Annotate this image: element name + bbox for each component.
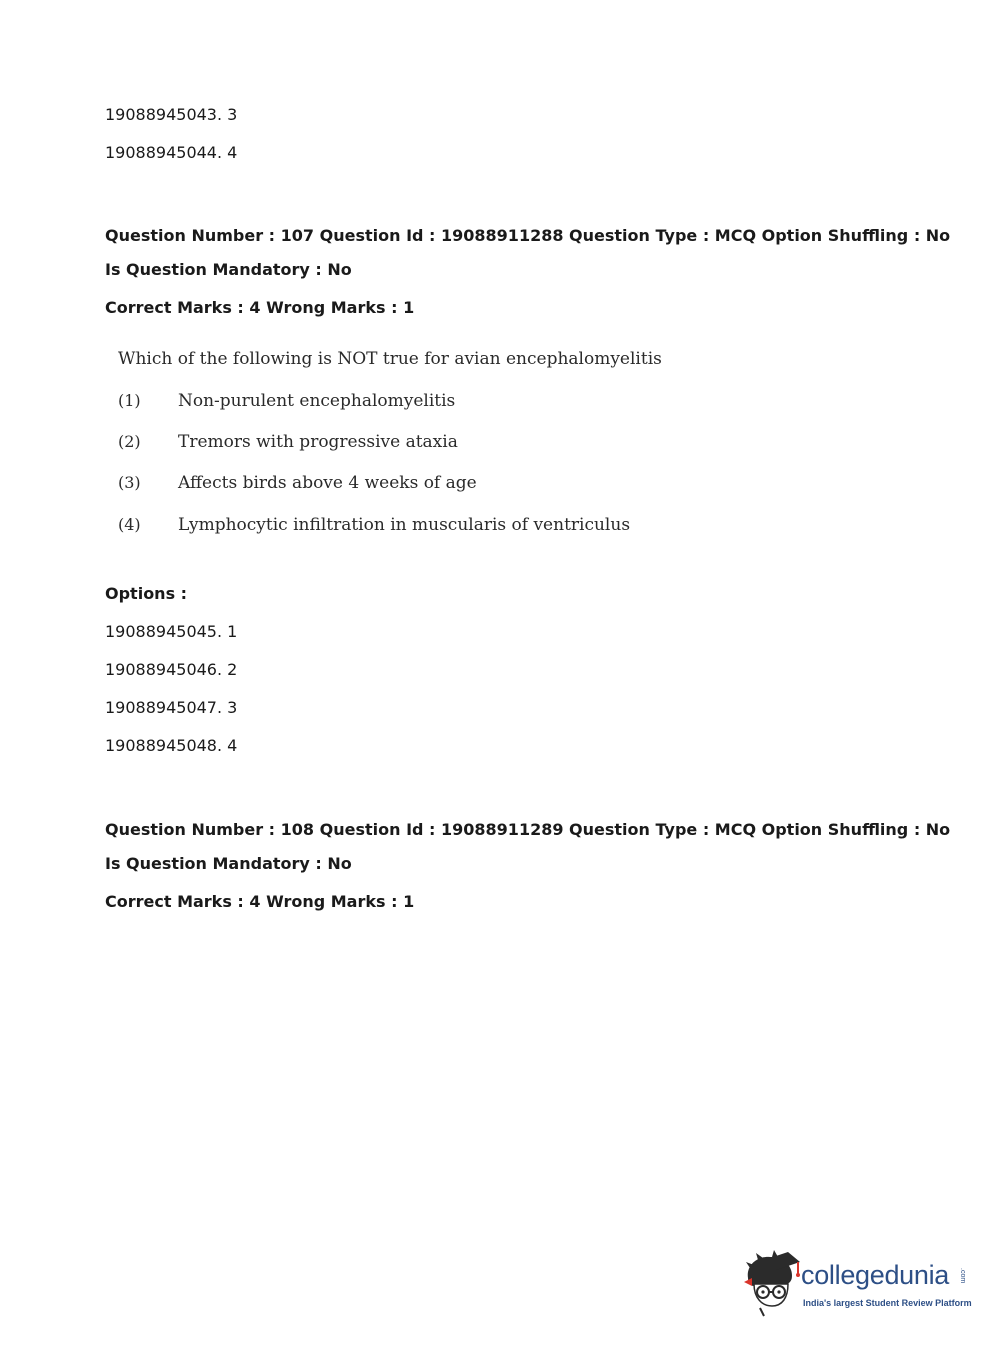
choice-text: Affects birds above 4 weeks of age [178,473,477,493]
choice-number: (4) [118,515,141,534]
choice-number: (2) [118,432,141,451]
question-107-text: Which of the following is NOT true for avian encephalomyelitis [118,349,662,369]
option-line: 19088945048. 4 [105,736,238,755]
choice-number: (3) [118,473,141,492]
brand-suffix: .com [959,1268,966,1284]
option-line: 19088945046. 2 [105,660,238,679]
brand-tagline: India's largest Student Review Platform [803,1298,972,1308]
option-line: 19088945043. 3 [105,105,238,124]
question-107-header: Question Number : 107 Question Id : 19088911288 Question Type : MCQ Option Shuffling : No [105,226,951,245]
option-line: 19088945045. 1 [105,622,238,641]
options-label: Options : [105,584,188,603]
option-line: 19088945044. 4 [105,143,238,162]
question-107-marks: Correct Marks : 4 Wrong Marks : 1 [105,298,415,317]
collegedunia-logo [742,1248,972,1318]
choice-number: (1) [118,391,141,410]
choice-text: Non-purulent encephalomyelitis [178,391,456,411]
option-line: 19088945047. 3 [105,698,238,717]
question-108-mandatory: Is Question Mandatory : No [105,854,352,873]
question-108-marks: Correct Marks : 4 Wrong Marks : 1 [105,892,415,911]
choice-text: Tremors with progressive ataxia [178,432,458,452]
brand-name: collegedunia [801,1260,950,1290]
question-107-mandatory: Is Question Mandatory : No [105,260,352,279]
choice-text: Lymphocytic infiltration in muscularis of ventriculus [178,515,631,535]
mascot-icon [742,1248,802,1318]
question-108-header: Question Number : 108 Question Id : 19088911289 Question Type : MCQ Option Shuffling : No [105,820,951,839]
